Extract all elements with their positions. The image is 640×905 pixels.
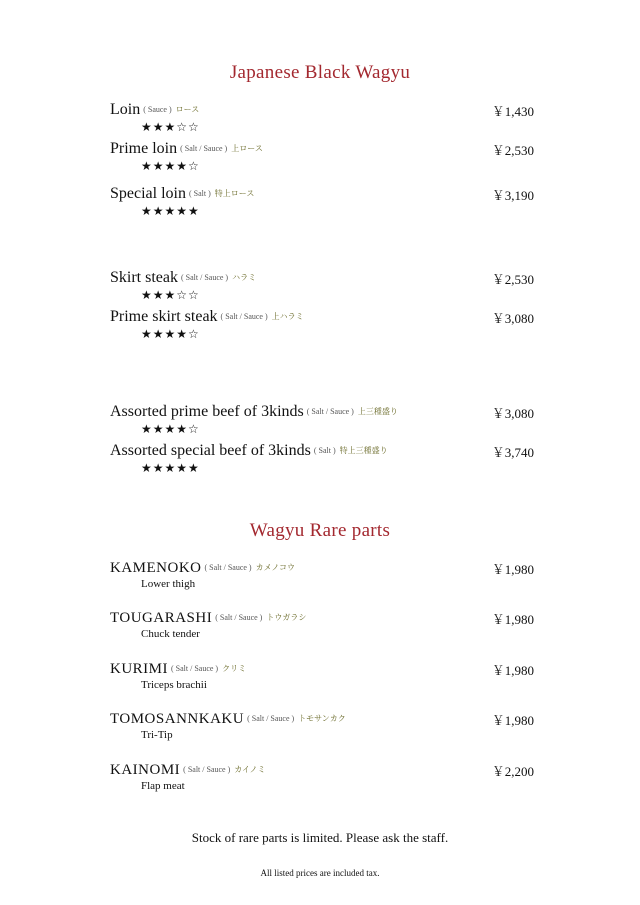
item-price: ￥1,430 <box>491 104 534 119</box>
item-name: TOUGARASHI <box>110 610 213 626</box>
menu-item-prime-skirt-steak <box>110 308 534 352</box>
menu-item-skirt-steak <box>110 269 534 313</box>
item-english-cut: Lower thigh <box>141 578 196 590</box>
item-japanese-name: クリミ <box>222 664 247 673</box>
item-price: ￥2,530 <box>491 272 534 287</box>
star-rating: ★★★☆☆ <box>141 120 200 134</box>
item-japanese-name: カメノコウ <box>255 563 295 572</box>
item-price: ￥1,980 <box>491 562 534 577</box>
star-rating: ★★★★☆ <box>141 422 200 436</box>
item-name: Skirt steak <box>110 269 178 286</box>
item-japanese-name: 特上ロース <box>214 189 255 198</box>
menu-item-tougarashi <box>110 609 534 653</box>
item-name: Prime skirt steak <box>110 308 218 325</box>
item-price: ￥3,080 <box>491 406 534 421</box>
item-name: Assorted prime beef of 3kinds <box>110 403 304 420</box>
item-seasoning: ( Salt ) <box>188 189 211 198</box>
item-name: KURIMI <box>110 661 168 677</box>
section-title-rare-parts: Wagyu Rare parts <box>249 520 391 541</box>
item-name: TOMOSANNKAKU <box>110 711 245 727</box>
item-seasoning: ( Salt / Sauce ) <box>181 273 229 282</box>
item-seasoning: ( Salt / Sauce ) <box>220 312 268 321</box>
item-seasoning: ( Salt / Sauce ) <box>247 714 295 723</box>
item-name: KAINOMI <box>110 762 181 778</box>
star-rating: ★★★★☆ <box>141 327 200 341</box>
item-name: Loin <box>110 101 141 118</box>
item-japanese-name: 上三種盛り <box>357 407 398 416</box>
item-japanese-name: トウガラシ <box>266 613 307 622</box>
item-seasoning: ( Salt / Sauce ) <box>183 765 231 774</box>
item-name: KAMENOKO <box>110 560 202 576</box>
item-seasoning: ( Salt / Sauce ) <box>171 664 219 673</box>
star-rating: ★★★☆☆ <box>141 288 200 302</box>
menu-item-prime-loin <box>110 140 534 184</box>
item-price: ￥2,530 <box>491 143 534 158</box>
item-price: ￥2,200 <box>491 764 534 779</box>
item-seasoning: ( Salt / Sauce ) <box>180 144 228 153</box>
item-japanese-name: 特上三種盛り <box>339 446 388 455</box>
item-name: Special loin <box>110 185 186 202</box>
item-seasoning: ( Sauce ) <box>143 105 172 114</box>
tax-note: All listed prices are included tax. <box>260 868 380 878</box>
item-japanese-name: 上ハラミ <box>271 312 304 321</box>
item-japanese-name: トモサンカク <box>298 714 346 723</box>
item-japanese-name: ハラミ <box>232 273 257 282</box>
item-japanese-name: 上ロース <box>231 144 263 153</box>
menu-item-special-loin <box>110 185 534 229</box>
item-price: ￥1,980 <box>491 663 534 678</box>
section-title-wagyu: Japanese Black Wagyu <box>229 62 411 83</box>
star-rating: ★★★★★ <box>141 204 200 218</box>
item-price: ￥1,980 <box>491 612 534 627</box>
menu-item-tomosannkaku <box>110 710 534 754</box>
item-seasoning: ( Salt / Sauce ) <box>215 613 263 622</box>
item-name: Assorted special beef of 3kinds <box>110 442 311 459</box>
item-english-cut: Tri-Tip <box>141 729 173 741</box>
item-seasoning: ( Salt ) <box>313 446 336 455</box>
item-price: ￥3,190 <box>491 188 534 203</box>
menu-item-kurimi <box>110 660 534 704</box>
item-seasoning: ( Salt / Sauce ) <box>204 563 252 572</box>
item-price: ￥3,080 <box>491 311 534 326</box>
item-english-cut: Triceps brachii <box>141 679 207 691</box>
item-seasoning: ( Salt / Sauce ) <box>306 407 354 416</box>
menu-item-assorted-special <box>110 442 534 486</box>
menu-item-kamenoko <box>110 559 534 603</box>
item-english-cut: Flap meat <box>141 780 185 792</box>
item-price: ￥3,740 <box>491 445 534 460</box>
item-price: ￥1,980 <box>491 713 534 728</box>
menu-item-assorted-prime <box>110 403 534 447</box>
item-japanese-name: ロース <box>175 105 200 114</box>
menu-item-kainomi <box>110 761 534 805</box>
item-japanese-name: カイノミ <box>234 765 266 774</box>
star-rating: ★★★★★ <box>141 461 200 475</box>
item-name: Prime loin <box>110 140 178 157</box>
rare-parts-notice: Stock of rare parts is limited. Please ask the staff. <box>191 830 449 845</box>
menu-item-loin <box>110 101 534 145</box>
star-rating: ★★★★☆ <box>141 159 200 173</box>
item-english-cut: Chuck tender <box>141 628 200 640</box>
